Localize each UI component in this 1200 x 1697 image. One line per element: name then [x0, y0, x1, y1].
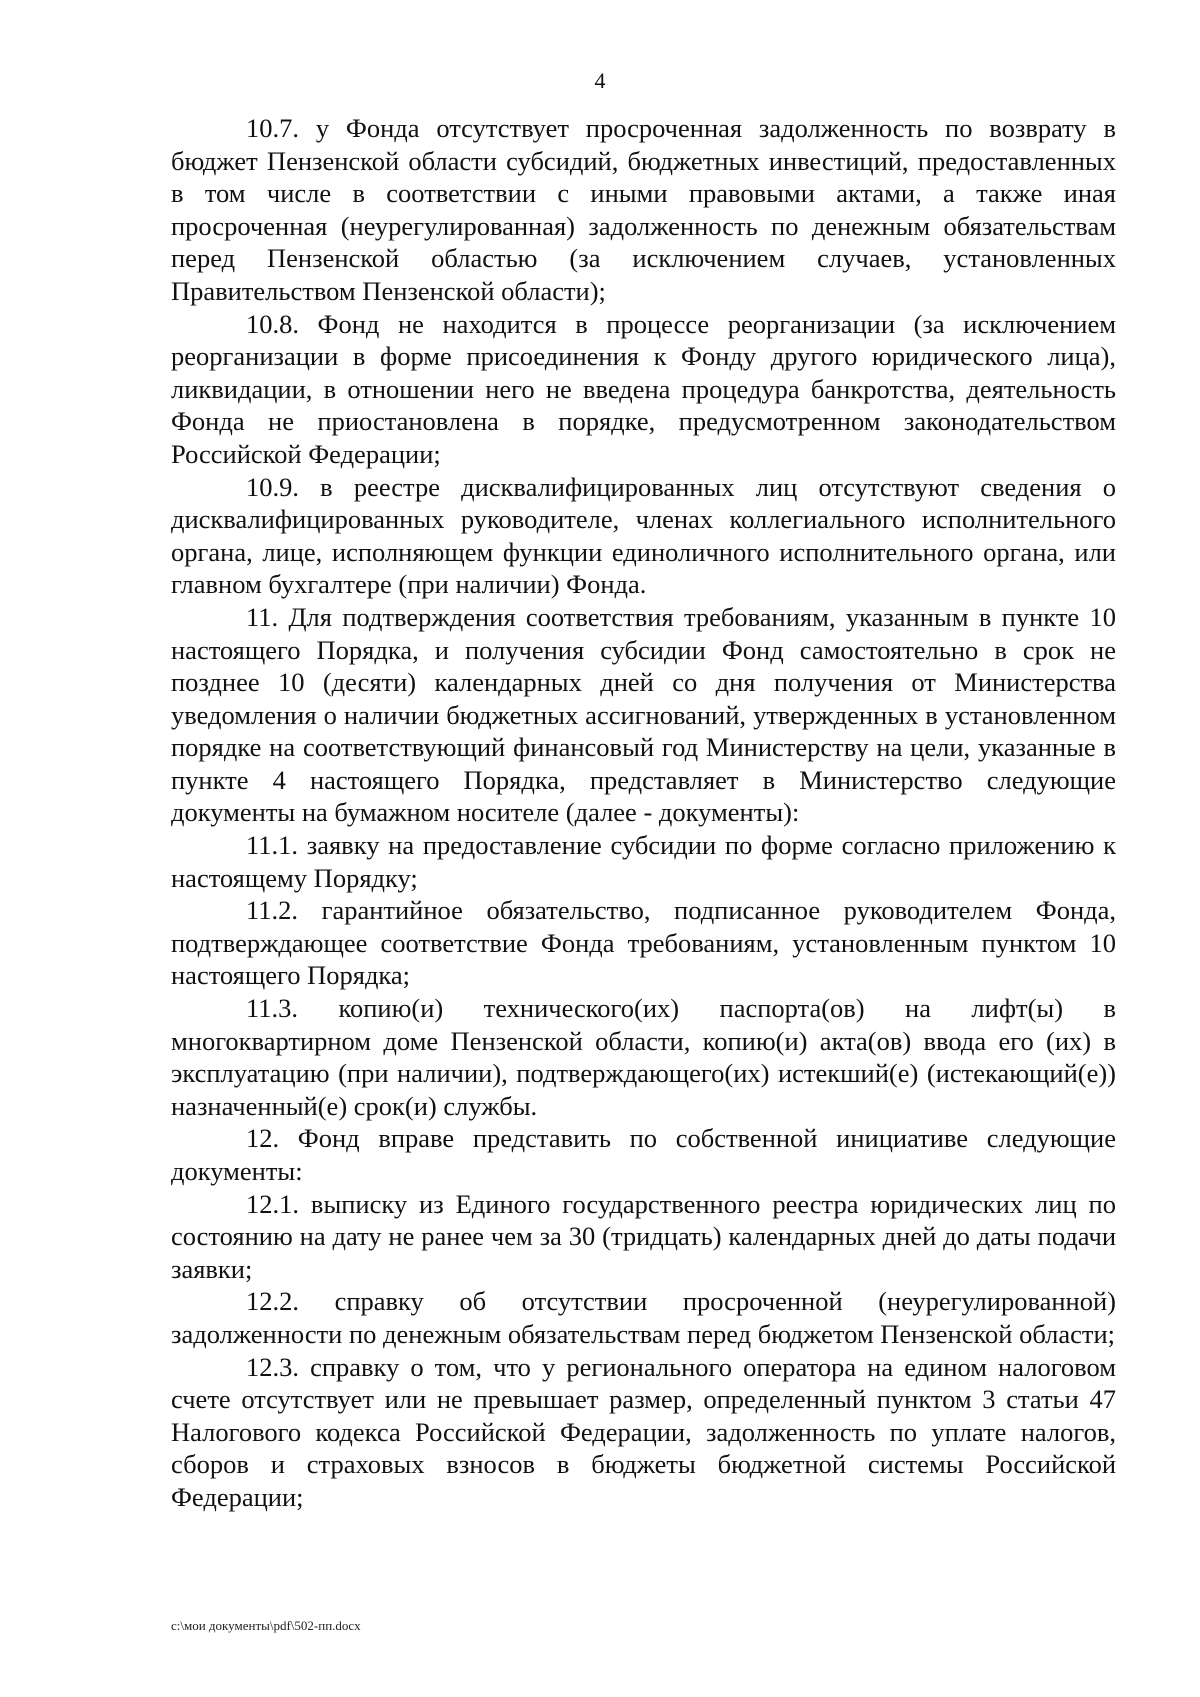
paragraph-12-1: 12.1. выписку из Единого государственного реестра юридических лиц по состоянию на дату не ранее чем за 30 (тридцать) календарных дней до даты подачи заявки;	[171, 1188, 1116, 1284]
paragraph-12-3: 12.3. справку о том, что у регионального оператора на едином налоговом счете отсутствует или не превышает размер, определенный пунктом 3 статьи 47 Налогового кодекса Российской Федерации, задолженность по уплате налогов, сборов и страховых взносов в бюджеты бюджетной системы Российской Федерации;	[171, 1351, 1116, 1512]
paragraph-11-1: 11.1. заявку на предоставление субсидии по форме согласно приложению к настоящему Порядку;	[171, 830, 1116, 893]
paragraph-10-9: 10.9. в реестре дисквалифицированных лиц отсутствуют сведения о дисквалифицированных руководителе, членах коллегиального исполнительного органа, лице, исполняющем функции единоличного исполнительного органа, или главном бухгалтере (при наличии) Фонда.	[171, 471, 1116, 600]
paragraph-10-8: 10.8. Фонд не находится в процессе реорганизации (за исключением реорганизации в форме присоединения к Фонду другого юридического лица), ликвидации, в отношении него не введена процедура банкротства, деятельность Фонда не приостановлена в порядке, предусмотренном законодательством Российской Федерации;	[171, 308, 1116, 469]
paragraph-11-2: 11.2. гарантийное обязательство, подписанное руководителем Фонда, подтверждающее соответствие Фонда требованиям, установленным пунктом 10 настоящего Порядка;	[171, 895, 1116, 991]
paragraph-12-2: 12.2. справку об отсутствии просроченной (неурегулированной) задолженности по денежным обязательствам перед бюджетом Пензенской области;	[171, 1286, 1116, 1349]
document-body	[171, 112, 1116, 1514]
paragraph-11-3: 11.3. копию(и) технического(их) паспорта(ов) на лифт(ы) в многоквартирном доме Пензенской области, копию(и) акта(ов) ввода его (их) в эксплуатацию (при наличии), подтверждающего(их) истекший(е) (истекающий(е)) назначенный(е) срок(и) службы.	[171, 993, 1116, 1121]
paragraph-10-7: 10.7. у Фонда отсутствует просроченная задолженность по возврату в бюджет Пензенской области субсидий, бюджетных инвестиций, предоставленных в том числе в соответствии с иными правовыми актами, а также иная просроченная (неурегулированная) задолженность по денежным обязательствам перед Пензенской областью (за исключением случаев, установленных Правительством Пензенской области);	[171, 113, 1116, 306]
footer-file-path: c:\мои документы\pdf\502-пп.docx	[171, 1618, 361, 1633]
paragraph-11: 11. Для подтверждения соответствия требованиям, указанным в пункте 10 настоящего Порядка, и получения субсидии Фонд самостоятельно в срок не позднее 10 (десяти) календарных дней со дня получения от Министерства уведомления о наличии бюджетных ассигнований, утвержденных в установленном порядке на соответствующий финансовый год Министерству на цели, указанные в пункте 4 настоящего Порядка, представляет в Министерство следующие документы на бумажном носителе (далее - документы):	[171, 601, 1116, 828]
paragraph-12: 12. Фонд вправе представить по собственной инициативе следующие документы:	[171, 1123, 1116, 1186]
page-number: 4	[594, 68, 606, 93]
